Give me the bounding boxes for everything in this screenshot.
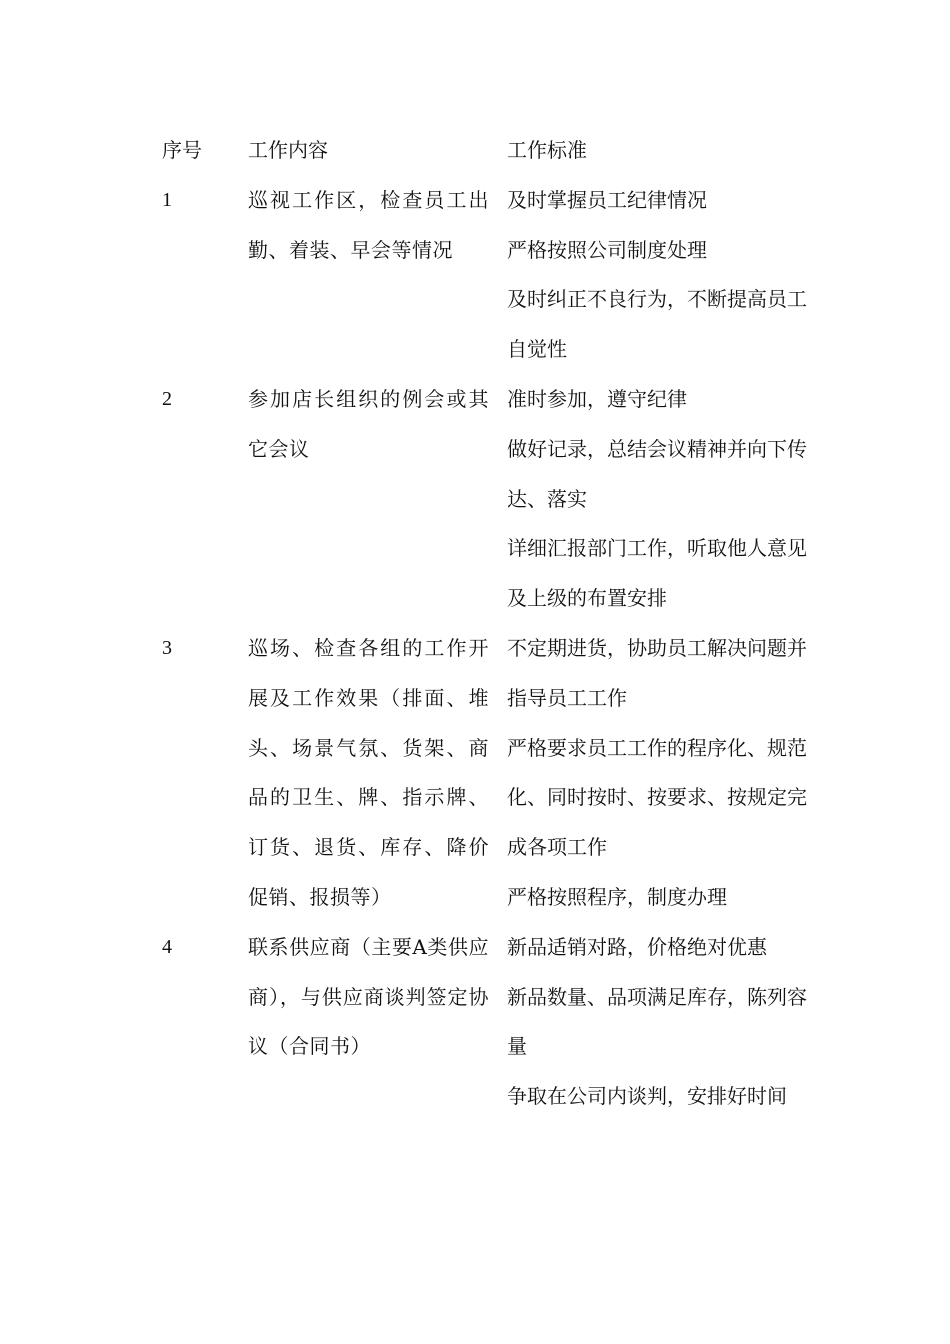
work-standard-item: 争取在公司内谈判，安排好时间 [507,1084,787,1109]
work-standard-cell [507,375,812,624]
work-standard-item: 严格要求员工工作的程序化、规范化、同时按时、按要求、按规定完成各项工作 [507,735,807,860]
work-standard-item: 新品适销对路，价格绝对优惠 [507,934,767,959]
work-standard-item: 严格按照公司制度处理 [507,237,707,262]
row-number: 3 [162,636,172,659]
work-standard-item: 及时掌握员工纪律情况 [507,187,707,212]
work-standard-cell [507,624,812,923]
work-standard-cell [507,923,812,1122]
row-number: 1 [162,188,172,211]
header-content: 工作内容 [248,138,328,162]
work-standard-item: 严格按照程序，制度办理 [507,884,727,909]
work-content: 参加店长组织的例会或其它会议 [248,386,489,461]
work-content: 巡视工作区，检查员工出勤、着装、早会等情况 [248,187,489,262]
work-content-cell [248,923,507,1122]
work-content-cell [248,176,507,375]
work-standard-item: 不定期进货，协助员工解决问题并指导员工工作 [507,635,807,710]
table-row [162,375,812,624]
work-standard-item: 新品数量、品项满足库存，陈列容量 [507,984,807,1059]
work-standard-cell [507,176,812,375]
work-standard-item: 做好记录，总结会议精神并向下传达、落实 [507,436,807,511]
work-content-cell [248,375,507,624]
table-header-row [162,126,812,176]
work-standard-item: 详细汇报部门工作，听取他人意见及上级的布置安排 [507,536,807,611]
work-standard-table [162,126,812,1122]
table-row [162,176,812,375]
table-row [162,624,812,923]
work-standard-item: 及时纠正不良行为，不断提高员工自觉性 [507,287,807,362]
table-row [162,923,812,1122]
row-number: 4 [162,935,172,958]
header-no: 序号 [162,138,202,162]
work-standard-item: 准时参加，遵守纪律 [507,386,687,411]
header-standard: 工作标准 [507,138,587,162]
work-content-cell [248,624,507,923]
row-number: 2 [162,387,172,410]
work-content: 巡场、检查各组的工作开展及工作效果（排面、堆头、场景气氛、货架、商品的卫生、牌、指示牌、订货、退货、库存、降价促销、报损等） [248,635,489,909]
work-content: 联系供应商（主要A类供应商），与供应商谈判签定协议（合同书） [248,934,489,1059]
